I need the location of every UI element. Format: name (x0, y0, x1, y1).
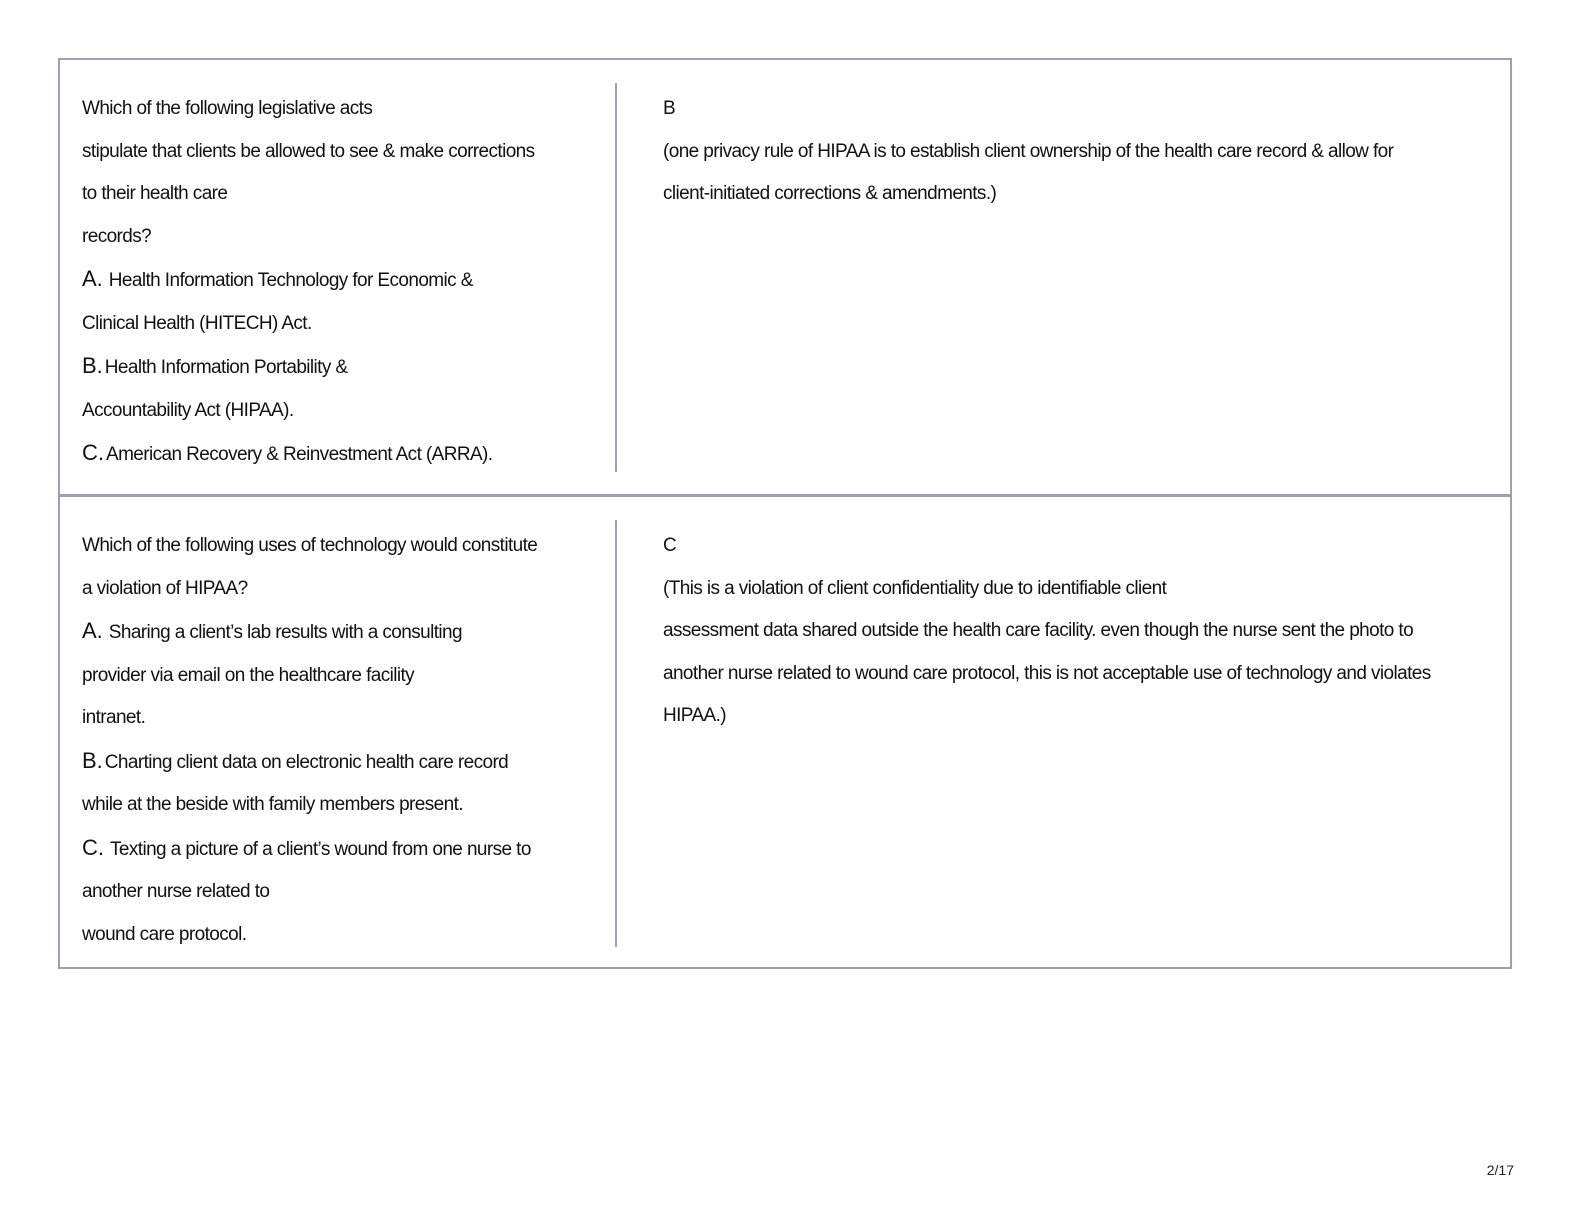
question-1 (82, 88, 592, 477)
answer-letter: C (663, 535, 677, 556)
column-divider (615, 520, 617, 947)
option-c (82, 432, 592, 477)
flashcard-table (58, 58, 1512, 969)
column-divider (615, 83, 617, 472)
option-letter: B. (82, 747, 103, 773)
explanation-line: another nurse related to wound care protocol, this is not acceptable use of technology and violates (663, 662, 1431, 684)
option-a (82, 258, 592, 303)
answer-letter: B (663, 98, 676, 119)
option-letter: B. (82, 353, 103, 378)
option-text: Health Information Technology for Economic & (108, 270, 473, 291)
option-text-continued: another nurse related to (82, 881, 270, 902)
option-letter: C. (82, 440, 104, 465)
option-text-continued: Clinical Health (HITECH) Act. (82, 312, 312, 334)
option-c (82, 827, 592, 872)
explanation-line: (one privacy rule of HIPAA is to establish client ownership of the health care record & allow for (663, 140, 1394, 162)
explanation-line: (This is a violation of client confidentiality due to identifiable client (663, 577, 1167, 599)
option-b (82, 345, 592, 390)
question-line: records? (82, 225, 152, 247)
question-line: stipulate that clients be allowed to see & make corrections (82, 140, 535, 162)
question-line: to their health care (82, 183, 228, 204)
option-text-continued: provider via email on the healthcare facility (82, 664, 415, 686)
option-text-continued: Accountability Act (HIPAA). (82, 399, 294, 421)
question-line: Which of the following uses of technology would constitute (82, 535, 538, 556)
question-line: Which of the following legislative acts (82, 98, 373, 119)
option-text: Texting a picture of a client’s wound from one nurse to (110, 838, 531, 860)
option-letter: A. (82, 266, 103, 291)
option-b (82, 740, 592, 785)
option-text: Sharing a client’s lab results with a consulting (108, 622, 462, 643)
explanation-line: client-initiated corrections & amendments.) (663, 183, 997, 204)
option-a (82, 610, 592, 655)
flashcard-2 (60, 494, 1510, 967)
option-text-continued: intranet. (82, 707, 146, 728)
option-text: Health Information Portability & (104, 357, 348, 378)
option-text: Charting client data on electronic health care record (104, 751, 509, 773)
question-line: a violation of HIPAA? (82, 577, 248, 599)
explanation-line: HIPAA.) (663, 705, 727, 726)
answer-2 (663, 525, 1473, 738)
option-letter: C. (82, 834, 104, 860)
option-letter: A. (82, 618, 103, 643)
answer-1 (663, 88, 1473, 216)
question-2 (82, 525, 592, 956)
option-text-continued: while at the beside with family members present. (82, 794, 463, 815)
page-number: 2/17 (1486, 1162, 1514, 1178)
option-text: American Recovery & Reinvestment Act (ARRA). (106, 444, 493, 465)
explanation-line: assessment data shared outside the health care facility. even though the nurse sent the photo to (663, 620, 1414, 641)
option-text-continued: wound care protocol. (82, 923, 247, 945)
flashcard-1 (60, 60, 1510, 494)
